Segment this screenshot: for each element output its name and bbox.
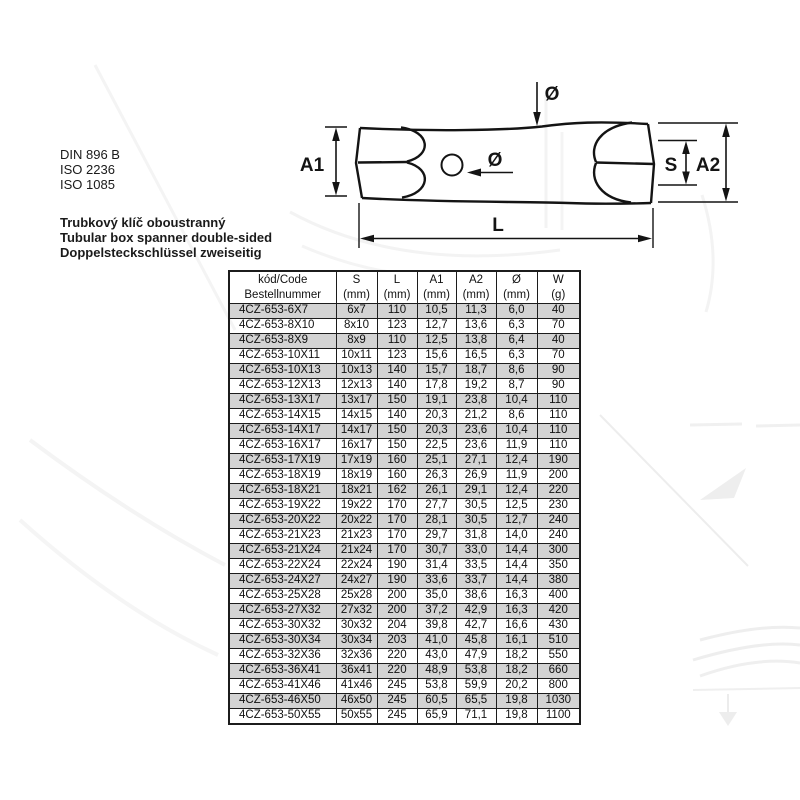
- value-cell: 245: [377, 694, 417, 709]
- code-cell: 4CZ-653-30X34: [229, 634, 336, 649]
- dim-label-top-diameter: Ø: [544, 84, 560, 105]
- value-cell: 20,3: [417, 424, 456, 439]
- value-cell: 10x11: [336, 349, 377, 364]
- value-cell: 350: [537, 559, 580, 574]
- dim-label-l: L: [492, 215, 504, 236]
- code-cell: 4CZ-653-46X50: [229, 694, 336, 709]
- value-cell: 18,7: [456, 364, 496, 379]
- value-cell: 10,4: [496, 394, 537, 409]
- column-header: L (mm): [377, 271, 417, 304]
- spanner-diagram: [280, 58, 760, 268]
- value-cell: 48,9: [417, 664, 456, 679]
- value-cell: 35,0: [417, 589, 456, 604]
- value-cell: 8,6: [496, 409, 537, 424]
- value-cell: 28,1: [417, 514, 456, 529]
- value-cell: 240: [537, 514, 580, 529]
- value-cell: 23,8: [456, 394, 496, 409]
- value-cell: 30,5: [456, 499, 496, 514]
- value-cell: 38,6: [456, 589, 496, 604]
- value-cell: 12,4: [496, 484, 537, 499]
- value-cell: 19,2: [456, 379, 496, 394]
- value-cell: 150: [377, 394, 417, 409]
- spec-table-body: [229, 304, 580, 725]
- code-cell: 4CZ-653-14X15: [229, 409, 336, 424]
- table-row: [229, 304, 580, 319]
- value-cell: 220: [537, 484, 580, 499]
- value-cell: 123: [377, 319, 417, 334]
- value-cell: 550: [537, 649, 580, 664]
- value-cell: 190: [537, 454, 580, 469]
- value-cell: 30,7: [417, 544, 456, 559]
- value-cell: 204: [377, 619, 417, 634]
- value-cell: 21x23: [336, 529, 377, 544]
- value-cell: 15,6: [417, 349, 456, 364]
- value-cell: 40: [537, 304, 580, 319]
- value-cell: 420: [537, 604, 580, 619]
- table-row: [229, 649, 580, 664]
- value-cell: 110: [537, 394, 580, 409]
- value-cell: 110: [537, 424, 580, 439]
- value-cell: 13x17: [336, 394, 377, 409]
- code-cell: 4CZ-653-22X24: [229, 559, 336, 574]
- value-cell: 14x17: [336, 424, 377, 439]
- dim-hole-diameter: [467, 150, 513, 177]
- standard-iso1: ISO 2236: [60, 162, 115, 177]
- table-row: [229, 439, 580, 454]
- value-cell: 18x19: [336, 469, 377, 484]
- technical-drawing: [280, 58, 760, 273]
- title-czech: Trubkový klíč oboustranný: [60, 215, 226, 230]
- value-cell: 41x46: [336, 679, 377, 694]
- value-cell: 13,6: [456, 319, 496, 334]
- code-cell: 4CZ-653-27X32: [229, 604, 336, 619]
- value-cell: 10,4: [496, 424, 537, 439]
- table-row: [229, 559, 580, 574]
- value-cell: 33,0: [456, 544, 496, 559]
- column-header: Ø (mm): [496, 271, 537, 304]
- table-row: [229, 394, 580, 409]
- value-cell: 20,3: [417, 409, 456, 424]
- value-cell: 10,5: [417, 304, 456, 319]
- table-row: [229, 634, 580, 649]
- value-cell: 170: [377, 499, 417, 514]
- value-cell: 12,5: [417, 334, 456, 349]
- spec-table: [228, 270, 581, 725]
- code-cell: 4CZ-653-14X17: [229, 424, 336, 439]
- value-cell: 16,5: [456, 349, 496, 364]
- value-cell: 6,3: [496, 319, 537, 334]
- value-cell: 14,4: [496, 574, 537, 589]
- column-header: W (g): [537, 271, 580, 304]
- value-cell: 110: [377, 334, 417, 349]
- value-cell: 245: [377, 679, 417, 694]
- dim-label-a1: A1: [299, 155, 325, 176]
- value-cell: 25x28: [336, 589, 377, 604]
- value-cell: 110: [377, 304, 417, 319]
- value-cell: 240: [537, 529, 580, 544]
- value-cell: 36x41: [336, 664, 377, 679]
- title-german: Doppelsteckschlüssel zweiseitig: [60, 245, 262, 260]
- value-cell: 8,7: [496, 379, 537, 394]
- value-cell: 15,7: [417, 364, 456, 379]
- value-cell: 245: [377, 709, 417, 725]
- value-cell: 140: [377, 409, 417, 424]
- code-cell: 4CZ-653-17X19: [229, 454, 336, 469]
- table-row: [229, 589, 580, 604]
- value-cell: 11,9: [496, 439, 537, 454]
- code-cell: 4CZ-653-36X41: [229, 664, 336, 679]
- value-cell: 12,5: [496, 499, 537, 514]
- value-cell: 65,5: [456, 694, 496, 709]
- standard-din: DIN 896 B: [60, 147, 120, 162]
- code-cell: 4CZ-653-13X17: [229, 394, 336, 409]
- value-cell: 30x32: [336, 619, 377, 634]
- value-cell: 160: [377, 454, 417, 469]
- value-cell: 53,8: [417, 679, 456, 694]
- title-english: Tubular box spanner double-sided: [60, 230, 273, 245]
- code-cell: 4CZ-653-25X28: [229, 589, 336, 604]
- table-row: [229, 364, 580, 379]
- table-row: [229, 499, 580, 514]
- value-cell: 60,5: [417, 694, 456, 709]
- value-cell: 29,7: [417, 529, 456, 544]
- code-cell: 4CZ-653-19X22: [229, 499, 336, 514]
- value-cell: 59,9: [456, 679, 496, 694]
- standard-iso2: ISO 1085: [60, 177, 115, 192]
- value-cell: 70: [537, 349, 580, 364]
- value-cell: 24x27: [336, 574, 377, 589]
- code-cell: 4CZ-653-18X19: [229, 469, 336, 484]
- value-cell: 10x13: [336, 364, 377, 379]
- value-cell: 11,3: [456, 304, 496, 319]
- value-cell: 30,5: [456, 514, 496, 529]
- column-header: kód/Code Bestellnummer: [229, 271, 336, 304]
- dim-s-a2: [658, 123, 738, 202]
- value-cell: 23,6: [456, 439, 496, 454]
- column-header: A1 (mm): [417, 271, 456, 304]
- table-row: [229, 514, 580, 529]
- value-cell: 510: [537, 634, 580, 649]
- value-cell: 1100: [537, 709, 580, 725]
- value-cell: 18x21: [336, 484, 377, 499]
- table-row: [229, 619, 580, 634]
- value-cell: 23,6: [456, 424, 496, 439]
- code-cell: 4CZ-653-12X13: [229, 379, 336, 394]
- dim-label-s: S: [664, 155, 678, 176]
- value-cell: 19x22: [336, 499, 377, 514]
- dim-a1: [300, 127, 347, 196]
- value-cell: 26,9: [456, 469, 496, 484]
- value-cell: 70: [537, 319, 580, 334]
- value-cell: 11,9: [496, 469, 537, 484]
- dim-label-a2: A2: [695, 155, 721, 176]
- value-cell: 27,1: [456, 454, 496, 469]
- value-cell: 90: [537, 364, 580, 379]
- value-cell: 29,1: [456, 484, 496, 499]
- value-cell: 14x15: [336, 409, 377, 424]
- table-row: [229, 469, 580, 484]
- value-cell: 200: [377, 604, 417, 619]
- value-cell: 41,0: [417, 634, 456, 649]
- value-cell: 30x34: [336, 634, 377, 649]
- value-cell: 162: [377, 484, 417, 499]
- value-cell: 22x24: [336, 559, 377, 574]
- code-cell: 4CZ-653-10X13: [229, 364, 336, 379]
- code-cell: 4CZ-653-50X55: [229, 709, 336, 725]
- code-cell: 4CZ-653-41X46: [229, 679, 336, 694]
- value-cell: 800: [537, 679, 580, 694]
- code-cell: 4CZ-653-10X11: [229, 349, 336, 364]
- table-row: [229, 484, 580, 499]
- value-cell: 19,8: [496, 694, 537, 709]
- code-cell: 4CZ-653-20X22: [229, 514, 336, 529]
- value-cell: 39,8: [417, 619, 456, 634]
- value-cell: 110: [537, 439, 580, 454]
- dim-top-diameter: [533, 82, 559, 126]
- value-cell: 150: [377, 424, 417, 439]
- value-cell: 6,4: [496, 334, 537, 349]
- value-cell: 430: [537, 619, 580, 634]
- value-cell: 25,1: [417, 454, 456, 469]
- column-header: A2 (mm): [456, 271, 496, 304]
- table-row: [229, 544, 580, 559]
- value-cell: 50x55: [336, 709, 377, 725]
- value-cell: 8x9: [336, 334, 377, 349]
- value-cell: 12,7: [417, 319, 456, 334]
- table-row: [229, 604, 580, 619]
- table-row: [229, 334, 580, 349]
- product-titles: [60, 215, 272, 260]
- code-cell: 4CZ-653-24X27: [229, 574, 336, 589]
- code-cell: 4CZ-653-21X23: [229, 529, 336, 544]
- value-cell: 200: [537, 469, 580, 484]
- value-cell: 660: [537, 664, 580, 679]
- value-cell: 190: [377, 574, 417, 589]
- value-cell: 6,3: [496, 349, 537, 364]
- value-cell: 12,7: [496, 514, 537, 529]
- table-row: [229, 709, 580, 725]
- value-cell: 220: [377, 649, 417, 664]
- value-cell: 8x10: [336, 319, 377, 334]
- table-row: [229, 379, 580, 394]
- value-cell: 1030: [537, 694, 580, 709]
- table-row: [229, 454, 580, 469]
- value-cell: 71,1: [456, 709, 496, 725]
- value-cell: 16,3: [496, 604, 537, 619]
- value-cell: 300: [537, 544, 580, 559]
- value-cell: 13,8: [456, 334, 496, 349]
- watermark-arrow: [700, 468, 746, 500]
- value-cell: 33,5: [456, 559, 496, 574]
- value-cell: 33,6: [417, 574, 456, 589]
- standards-block: [60, 147, 120, 192]
- code-cell: 4CZ-653-32X36: [229, 649, 336, 664]
- value-cell: 45,8: [456, 634, 496, 649]
- value-cell: 380: [537, 574, 580, 589]
- spec-table-head: [229, 271, 580, 304]
- value-cell: 160: [377, 469, 417, 484]
- value-cell: 400: [537, 589, 580, 604]
- value-cell: 12,4: [496, 454, 537, 469]
- value-cell: 26,1: [417, 484, 456, 499]
- value-cell: 17,8: [417, 379, 456, 394]
- value-cell: 140: [377, 379, 417, 394]
- value-cell: 140: [377, 364, 417, 379]
- value-cell: 170: [377, 514, 417, 529]
- value-cell: 42,9: [456, 604, 496, 619]
- code-cell: 4CZ-653-16X17: [229, 439, 336, 454]
- table-row: [229, 664, 580, 679]
- table-row: [229, 574, 580, 589]
- header-row: [229, 271, 580, 304]
- table-row: [229, 424, 580, 439]
- value-cell: 21x24: [336, 544, 377, 559]
- value-cell: 40: [537, 334, 580, 349]
- value-cell: 18,2: [496, 664, 537, 679]
- code-cell: 4CZ-653-30X32: [229, 619, 336, 634]
- value-cell: 16,1: [496, 634, 537, 649]
- value-cell: 53,8: [456, 664, 496, 679]
- value-cell: 14,0: [496, 529, 537, 544]
- value-cell: 37,2: [417, 604, 456, 619]
- value-cell: 27,7: [417, 499, 456, 514]
- value-cell: 150: [377, 439, 417, 454]
- code-cell: 4CZ-653-6X7: [229, 304, 336, 319]
- value-cell: 220: [377, 664, 417, 679]
- value-cell: 8,6: [496, 364, 537, 379]
- cross-hole: [442, 155, 463, 176]
- value-cell: 19,1: [417, 394, 456, 409]
- code-cell: 4CZ-653-8X9: [229, 334, 336, 349]
- value-cell: 123: [377, 349, 417, 364]
- value-cell: 31,8: [456, 529, 496, 544]
- value-cell: 110: [537, 409, 580, 424]
- table-row: [229, 529, 580, 544]
- value-cell: 32x36: [336, 649, 377, 664]
- value-cell: 20x22: [336, 514, 377, 529]
- dim-l: [359, 203, 653, 248]
- table-row: [229, 679, 580, 694]
- value-cell: 18,2: [496, 649, 537, 664]
- value-cell: 14,4: [496, 559, 537, 574]
- value-cell: 16x17: [336, 439, 377, 454]
- value-cell: 21,2: [456, 409, 496, 424]
- value-cell: 33,7: [456, 574, 496, 589]
- value-cell: 12x13: [336, 379, 377, 394]
- column-header: S (mm): [336, 271, 377, 304]
- value-cell: 190: [377, 559, 417, 574]
- value-cell: 17x19: [336, 454, 377, 469]
- value-cell: 43,0: [417, 649, 456, 664]
- value-cell: 65,9: [417, 709, 456, 725]
- value-cell: 16,3: [496, 589, 537, 604]
- value-cell: 230: [537, 499, 580, 514]
- table-row: [229, 319, 580, 334]
- value-cell: 14,4: [496, 544, 537, 559]
- value-cell: 19,8: [496, 709, 537, 725]
- value-cell: 6x7: [336, 304, 377, 319]
- value-cell: 42,7: [456, 619, 496, 634]
- code-cell: 4CZ-653-18X21: [229, 484, 336, 499]
- value-cell: 200: [377, 589, 417, 604]
- value-cell: 20,2: [496, 679, 537, 694]
- watermark-glyph: [719, 712, 737, 726]
- value-cell: 170: [377, 544, 417, 559]
- value-cell: 26,3: [417, 469, 456, 484]
- code-cell: 4CZ-653-21X24: [229, 544, 336, 559]
- value-cell: 22,5: [417, 439, 456, 454]
- value-cell: 27x32: [336, 604, 377, 619]
- value-cell: 203: [377, 634, 417, 649]
- table-row: [229, 694, 580, 709]
- value-cell: 47,9: [456, 649, 496, 664]
- value-cell: 170: [377, 529, 417, 544]
- value-cell: 31,4: [417, 559, 456, 574]
- table-row: [229, 349, 580, 364]
- value-cell: 6,0: [496, 304, 537, 319]
- table-row: [229, 409, 580, 424]
- spanner-outline: [356, 122, 654, 203]
- dim-label-hole-diameter: Ø: [487, 150, 503, 171]
- value-cell: 46x50: [336, 694, 377, 709]
- code-cell: 4CZ-653-8X10: [229, 319, 336, 334]
- value-cell: 90: [537, 379, 580, 394]
- value-cell: 16,6: [496, 619, 537, 634]
